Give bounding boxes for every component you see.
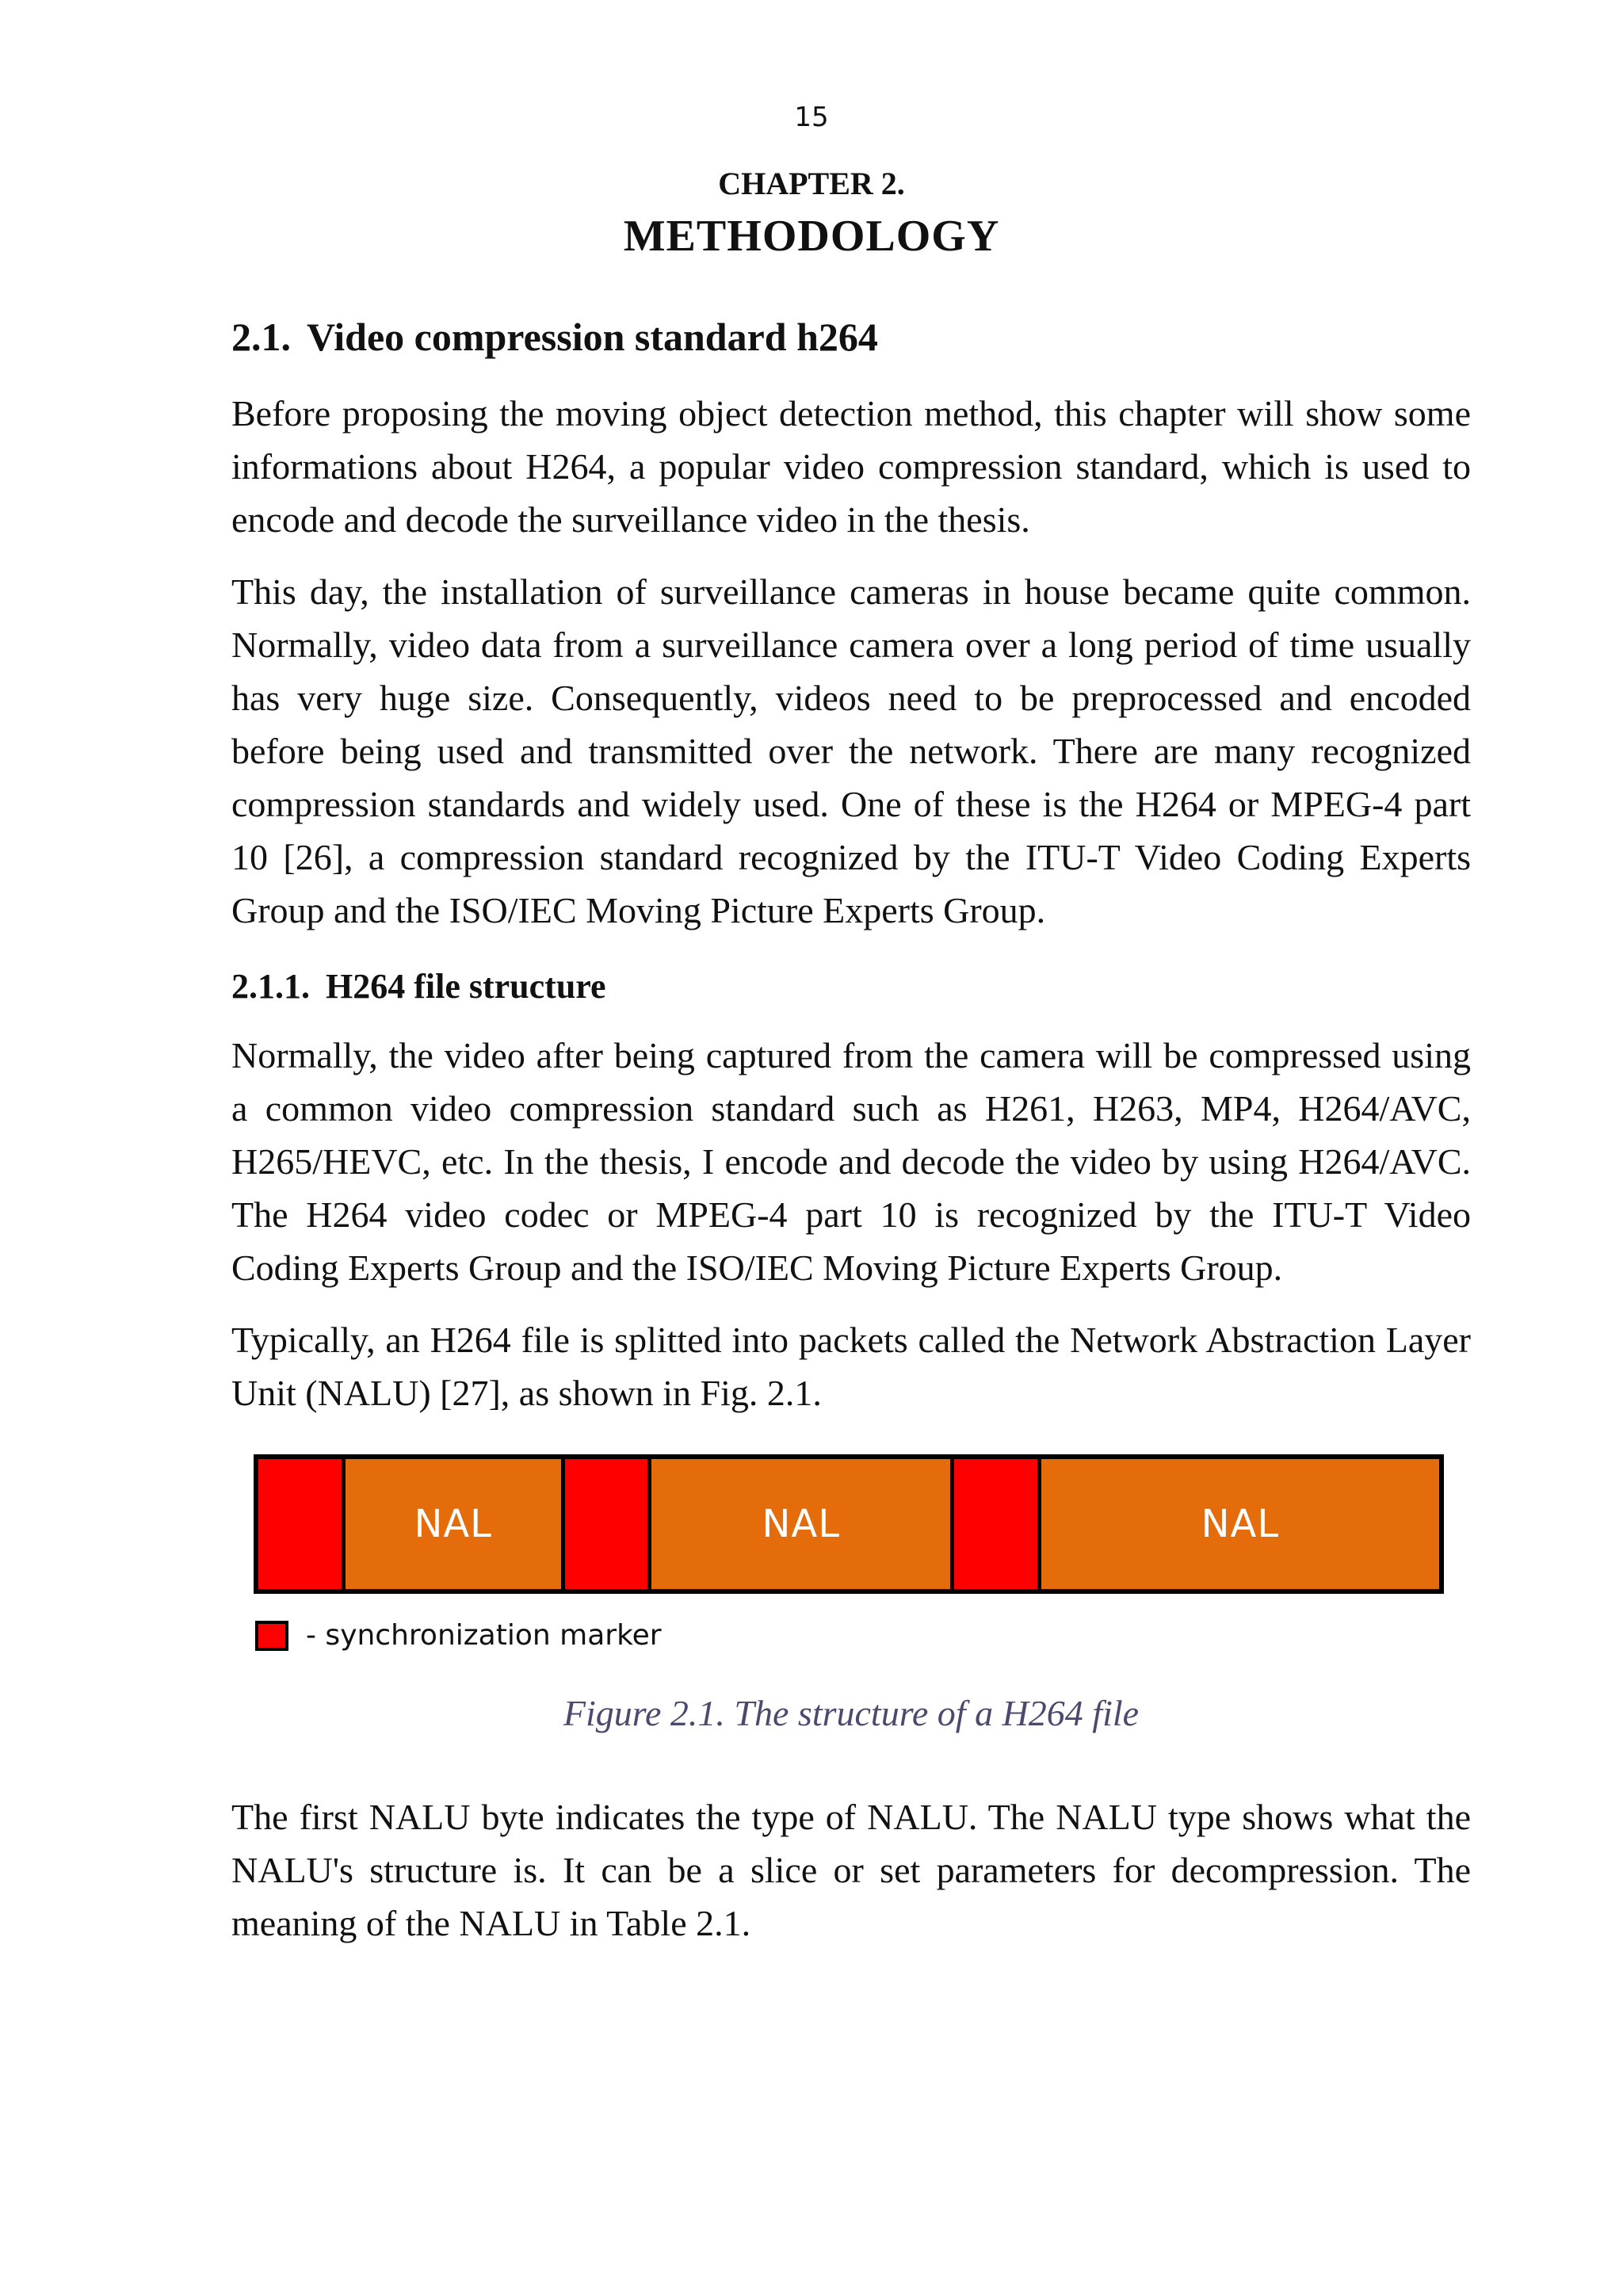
figure-caption: Figure 2.1. The structure of a H264 file (563, 1693, 1140, 1733)
subsection-heading (231, 956, 1471, 1018)
paragraph: Typically, an H264 file is splitted into packets called the Network Abstraction Layer Unit (NALU) [27], as shown in Fig. 2.1. (231, 1320, 1471, 1413)
sync-marker-segment (950, 1459, 1037, 1589)
subsection-title: H264 file structure (326, 967, 606, 1006)
section-heading (231, 301, 1471, 372)
paragraph: This day, the installation of surveillance cameras in house became quite common. Normally, video data from a surveillance camera over a long period of time usually has very huge size. Consequently, videos need to be preprocessed and encoded before being used and transmitted over the network. There are many recognized compression standards and widely used. One of these is the H264 or MPEG-4 part 10 [26], a compression standard recognized by the ITU-T Video Coding Experts Group and the ISO/IEC Moving Picture Experts Group. (231, 571, 1471, 930)
paragraph: Before proposing the moving object detection method, this chapter will show some informations about H264, a popular video compression standard, which is used to encode and decode the surveillance video in the thesis. (231, 393, 1471, 540)
nal-segment: NAL (342, 1459, 561, 1589)
section-title: Video compression standard h264 (307, 315, 878, 359)
chapter-label: CHAPTER 2. (718, 166, 905, 201)
nal-segment: NAL (647, 1459, 950, 1589)
nal-bar-diagram (254, 1454, 1444, 1594)
nal-segment: NAL (1037, 1459, 1439, 1589)
figure-nal-structure (231, 1454, 1471, 1790)
paragraph: Normally, the video after being captured from the camera will be compressed using a common video compression standard such as H261, H263, MP4, H264/AVC, H265/HEVC, etc. In the thesis, I encode and decode the video by using H264/AVC. The H264 video codec or MPEG-4 part 10 is recognized by the ITU-T Video Coding Experts Group and the ISO/IEC Moving Picture Experts Group. (231, 1035, 1471, 1288)
paragraph: The first NALU byte indicates the type of NALU. The NALU type shows what the NALU's structure is. It can be a slice or set parameters for decompression. The meaning of the NALU in Table 2.1. (231, 1797, 1471, 1943)
page-content (231, 301, 1471, 1969)
legend-text: - synchronization marker (306, 1619, 662, 1652)
section-number: 2.1. (231, 315, 291, 359)
figure-legend (255, 1619, 662, 1652)
sync-marker-segment (258, 1459, 342, 1589)
sync-marker-segment (561, 1459, 648, 1589)
legend-marker-swatch (255, 1621, 288, 1651)
page-number: 15 (794, 101, 829, 133)
subsection-number: 2.1.1. (231, 967, 310, 1006)
chapter-title: METHODOLOGY (623, 212, 1000, 261)
